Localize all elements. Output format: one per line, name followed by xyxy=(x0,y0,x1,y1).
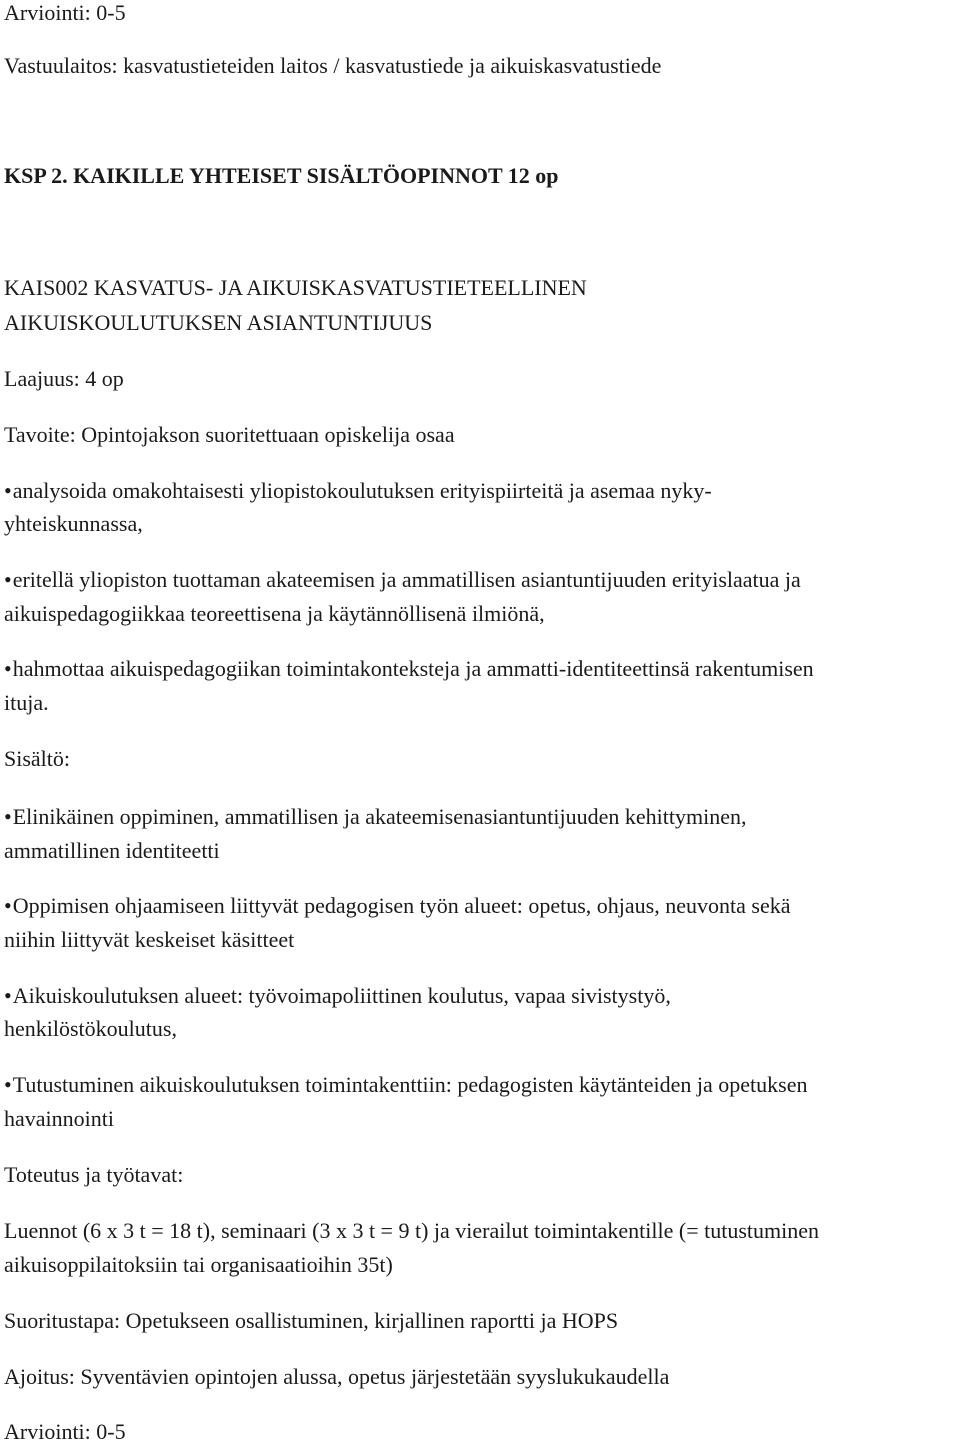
ajoitus: Ajoitus: Syventävien opintojen alussa, opetus järjestetään syyslukukaudella xyxy=(4,1364,670,1389)
sisalto-bullet-2 xyxy=(4,893,790,919)
course-title-line1: KAIS002 KASVATUS- JA AIKUISKASVATUSTIETEELLINEN xyxy=(4,275,587,300)
sisalto-bullet-4-cont: havainnointi xyxy=(4,1106,114,1131)
tavoite-bullet-2-cont: aikuispedagogiikkaa teoreettisena ja käytännöllisenä ilmiönä, xyxy=(4,601,545,626)
arviointi-top: Arviointi: 0-5 xyxy=(4,0,126,25)
bullet-text: Tutustuminen aikuiskoulutuksen toimintakenttiin: pedagogisten käytänteiden ja opetuksen xyxy=(12,1072,808,1097)
sisalto-heading: Sisältö: xyxy=(4,746,71,771)
bullet-icon: • xyxy=(4,804,12,829)
sisalto-bullet-4 xyxy=(4,1072,807,1098)
tavoite-bullet-1 xyxy=(4,478,712,504)
section-title: KSP 2. KAIKILLE YHTEISET SISÄLTÖOPINNOT 12 op xyxy=(4,163,559,188)
bullet-icon: • xyxy=(4,893,12,918)
course-title-line2: AIKUISKOULUTUKSEN ASIANTUNTIJUUS xyxy=(4,310,433,335)
tavoite-bullet-2 xyxy=(4,567,801,593)
sisalto-bullet-1 xyxy=(4,804,746,830)
bullet-text: analysoida omakohtaisesti yliopistokoulutuksen erityispiirteitä ja asemaa nyky- xyxy=(12,478,712,503)
sisalto-bullet-1-cont: ammatillinen identiteetti xyxy=(4,838,220,863)
bullet-icon: • xyxy=(4,656,12,681)
suoritustapa: Suoritustapa: Opetukseen osallistuminen, kirjallinen raportti ja HOPS xyxy=(4,1308,619,1333)
tavoite-bullet-1-cont: yhteiskunnassa, xyxy=(4,511,143,536)
vastuulaitos: Vastuulaitos: kasvatustieteiden laitos / kasvatustiede ja aikuiskasvatustiede xyxy=(4,53,662,78)
tavoite: Tavoite: Opintojakson suoritettuaan opiskelija osaa xyxy=(4,422,455,447)
bullet-text: Aikuiskoulutuksen alueet: työvoimapoliittinen koulutus, vapaa sivistystyö, xyxy=(12,983,671,1008)
sisalto-bullet-3 xyxy=(4,983,671,1009)
bullet-text: hahmottaa aikuispedagogiikan toimintakonteksteja ja ammatti-identiteettinsä rakentumisen xyxy=(12,656,814,681)
sisalto-bullet-2-cont: niihin liittyvät keskeiset käsitteet xyxy=(4,927,295,952)
bullet-text: eritellä yliopiston tuottaman akateemisen ja ammatillisen asiantuntijuuden erityislaatua ja xyxy=(12,567,801,592)
arviointi-bottom: Arviointi: 0-5 xyxy=(4,1419,126,1444)
laajuus: Laajuus: 4 op xyxy=(4,366,124,391)
toteutus-line2: aikuisoppilaitoksiin tai organisaatioihin 35t) xyxy=(4,1252,393,1277)
bullet-icon: • xyxy=(4,478,12,503)
tavoite-bullet-3-cont: ituja. xyxy=(4,690,49,715)
bullet-text: Oppimisen ohjaamiseen liittyvät pedagogisen työn alueet: opetus, ohjaus, neuvonta sekä xyxy=(12,893,791,918)
bullet-icon: • xyxy=(4,983,12,1008)
bullet-text: Elinikäinen oppiminen, ammatillisen ja akateemisenasiantuntijuuden kehittyminen, xyxy=(12,804,747,829)
toteutus-line1: Luennot (6 x 3 t = 18 t), seminaari (3 x 3 t = 9 t) ja vierailut toimintakentille (= tutustuminen xyxy=(4,1218,820,1243)
bullet-icon: • xyxy=(4,567,12,592)
sisalto-bullet-3-cont: henkilöstökoulutus, xyxy=(4,1016,177,1041)
tavoite-bullet-3 xyxy=(4,656,814,682)
toteutus-heading: Toteutus ja työtavat: xyxy=(4,1162,184,1187)
bullet-icon: • xyxy=(4,1072,12,1097)
